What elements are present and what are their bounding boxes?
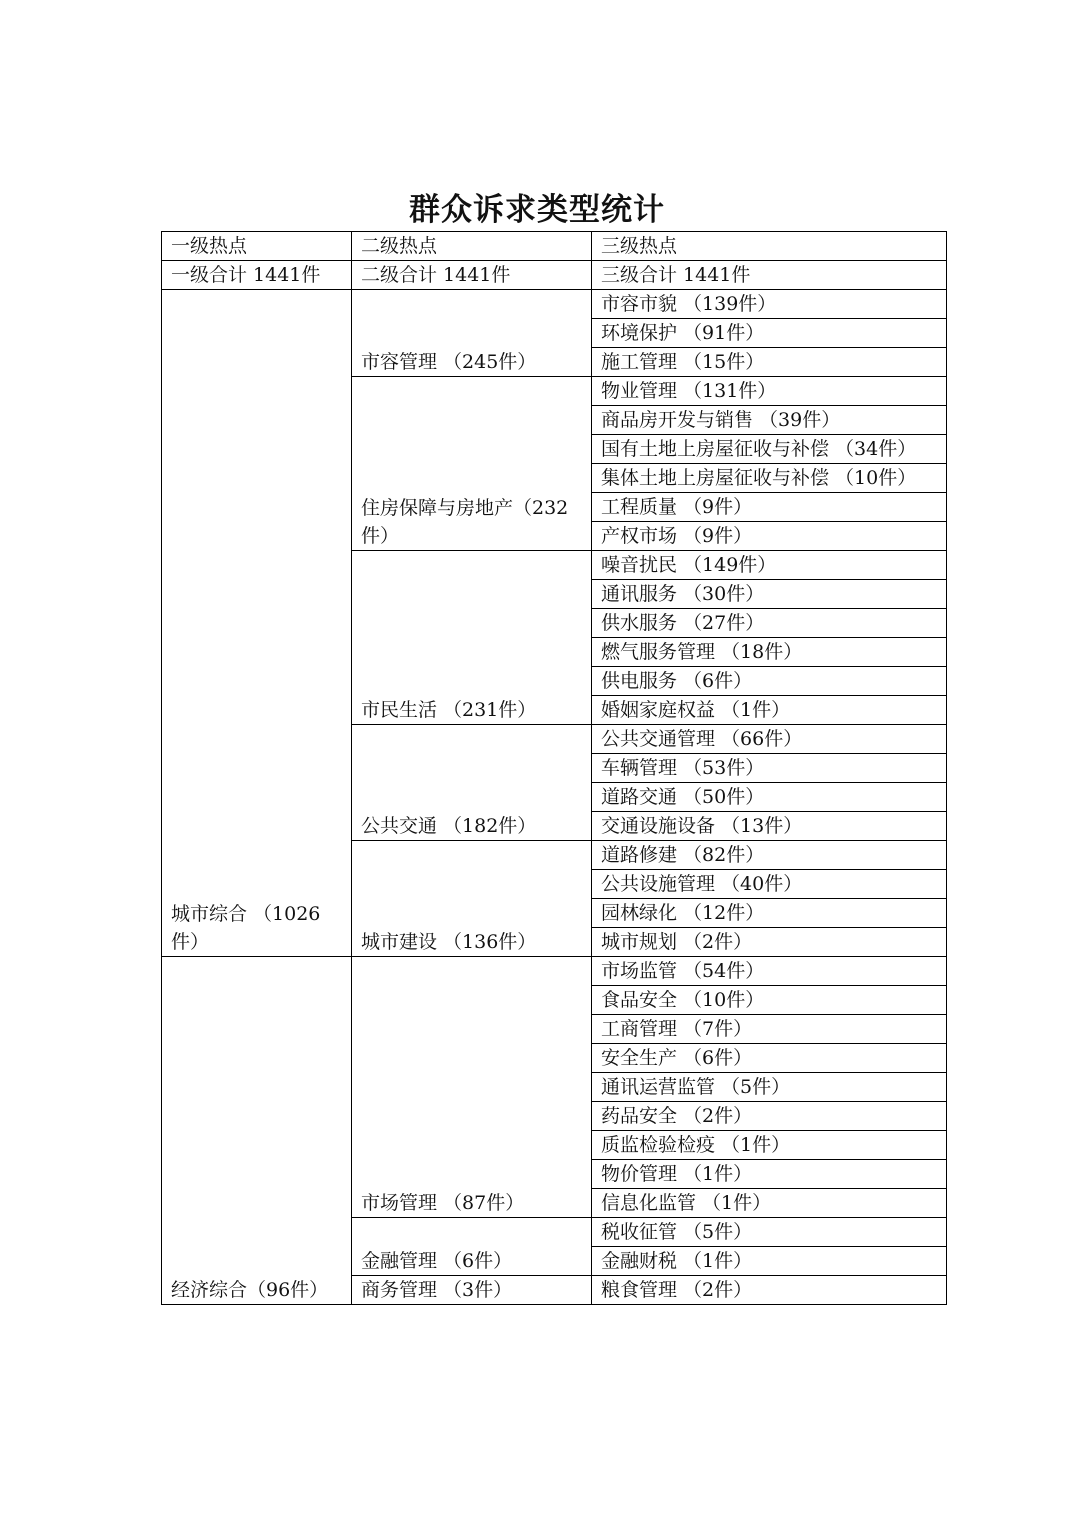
level3-cell: 质监检验检疫 （1件） bbox=[592, 1131, 947, 1160]
header-row bbox=[162, 232, 947, 261]
level3-cell: 城市规划 （2件） bbox=[592, 928, 947, 957]
level2-cell: 市民生活 （231件） bbox=[352, 551, 592, 725]
level3-cell: 工程质量 （9件） bbox=[592, 493, 947, 522]
level3-cell: 信息化监管 （1件） bbox=[592, 1189, 947, 1218]
level3-cell: 物价管理 （1件） bbox=[592, 1160, 947, 1189]
total-level3: 三级合计 1441件 bbox=[592, 261, 947, 290]
level3-cell: 供水服务 （27件） bbox=[592, 609, 947, 638]
table-row bbox=[162, 957, 947, 986]
level3-cell: 物业管理 （131件） bbox=[592, 377, 947, 406]
header-level1: 一级热点 bbox=[162, 232, 352, 261]
level3-cell: 税收征管 （5件） bbox=[592, 1218, 947, 1247]
level3-cell: 婚姻家庭权益 （1件） bbox=[592, 696, 947, 725]
statistics-table bbox=[161, 231, 947, 1305]
header-level2: 二级热点 bbox=[352, 232, 592, 261]
level3-cell: 安全生产 （6件） bbox=[592, 1044, 947, 1073]
table-row bbox=[162, 290, 947, 319]
level2-cell: 商务管理 （3件） bbox=[352, 1276, 592, 1305]
level3-cell: 公共交通管理 （66件） bbox=[592, 725, 947, 754]
level3-cell: 交通设施设备 （13件） bbox=[592, 812, 947, 841]
level3-cell: 市容市貌 （139件） bbox=[592, 290, 947, 319]
level2-cell: 金融管理 （6件） bbox=[352, 1218, 592, 1276]
level2-cell: 市场管理 （87件） bbox=[352, 957, 592, 1218]
level2-cell: 住房保障与房地产（232件） bbox=[352, 377, 592, 551]
statistics-table-body bbox=[162, 232, 947, 1305]
level3-cell: 道路修建 （82件） bbox=[592, 841, 947, 870]
level3-cell: 施工管理 （15件） bbox=[592, 348, 947, 377]
level3-cell: 通讯运营监管 （5件） bbox=[592, 1073, 947, 1102]
level3-cell: 燃气服务管理 （18件） bbox=[592, 638, 947, 667]
level3-cell: 粮食管理 （2件） bbox=[592, 1276, 947, 1305]
level3-cell: 食品安全 （10件） bbox=[592, 986, 947, 1015]
level3-cell: 集体土地上房屋征收与补偿 （10件） bbox=[592, 464, 947, 493]
level3-cell: 商品房开发与销售 （39件） bbox=[592, 406, 947, 435]
level1-cell: 经济综合（96件） bbox=[162, 957, 352, 1305]
level3-cell: 噪音扰民 （149件） bbox=[592, 551, 947, 580]
level3-cell: 车辆管理 （53件） bbox=[592, 754, 947, 783]
level3-cell: 道路交通 （50件） bbox=[592, 783, 947, 812]
level3-cell: 环境保护 （91件） bbox=[592, 319, 947, 348]
level3-cell: 金融财税 （1件） bbox=[592, 1247, 947, 1276]
level2-cell: 城市建设 （136件） bbox=[352, 841, 592, 957]
level3-cell: 公共设施管理 （40件） bbox=[592, 870, 947, 899]
header-level3: 三级热点 bbox=[592, 232, 947, 261]
level2-cell: 公共交通 （182件） bbox=[352, 725, 592, 841]
level1-cell: 城市综合 （1026件） bbox=[162, 290, 352, 957]
level2-cell: 市容管理 （245件） bbox=[352, 290, 592, 377]
totals-row bbox=[162, 261, 947, 290]
total-level1: 一级合计 1441件 bbox=[162, 261, 352, 290]
level3-cell: 园林绿化 （12件） bbox=[592, 899, 947, 928]
level3-cell: 国有土地上房屋征收与补偿 （34件） bbox=[592, 435, 947, 464]
level3-cell: 工商管理 （7件） bbox=[592, 1015, 947, 1044]
level3-cell: 供电服务 （6件） bbox=[592, 667, 947, 696]
total-level2: 二级合计 1441件 bbox=[352, 261, 592, 290]
level3-cell: 通讯服务 （30件） bbox=[592, 580, 947, 609]
document-title: 群众诉求类型统计 bbox=[409, 192, 665, 228]
level3-cell: 药品安全 （2件） bbox=[592, 1102, 947, 1131]
level3-cell: 市场监管 （54件） bbox=[592, 957, 947, 986]
level3-cell: 产权市场 （9件） bbox=[592, 522, 947, 551]
